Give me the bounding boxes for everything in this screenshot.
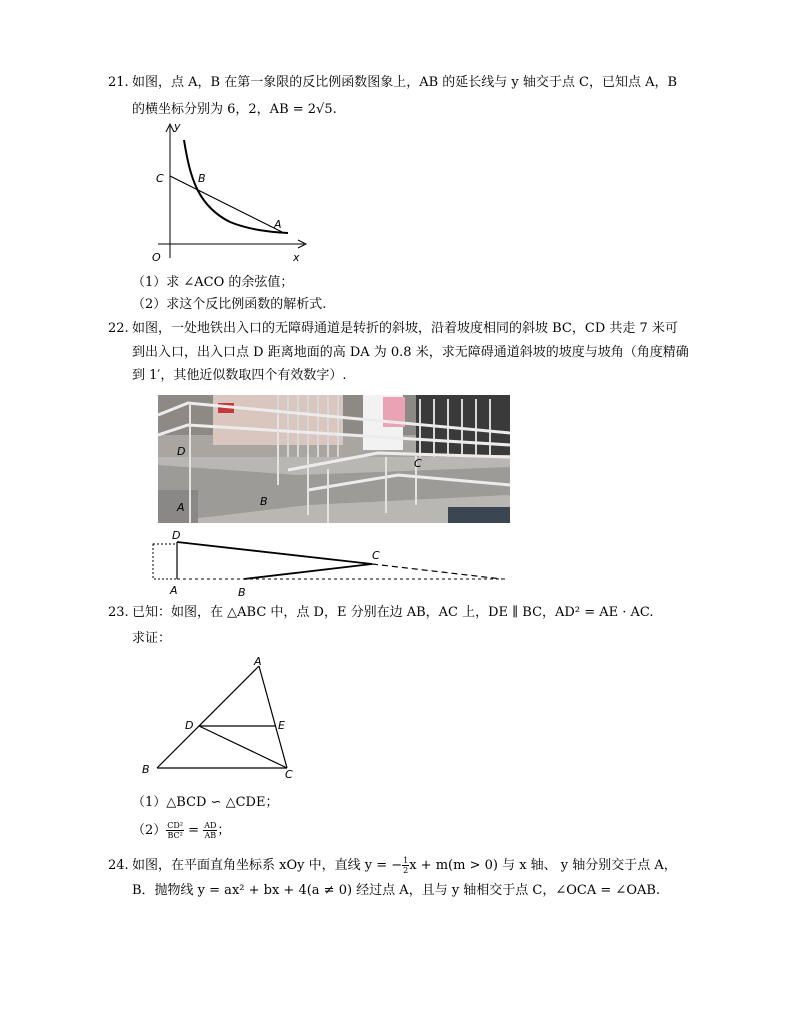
q24-line1-part-b: x + m(m > 0) 与 x 轴、 y 轴分别交于点 A，: [409, 858, 677, 873]
q23-number: 23.: [108, 605, 129, 620]
q23-sub2: [132, 820, 230, 842]
side-ab: [157, 666, 259, 768]
fraction-denominator: AB: [204, 831, 217, 840]
q23-text-line2: 求证：: [132, 631, 172, 646]
fraction-numerator: AD: [204, 821, 217, 830]
photo-label-d: D: [177, 445, 186, 458]
q22-number: 22.: [108, 321, 129, 336]
q21-sub1: （1）求 ∠ACO 的余弦值；: [132, 275, 294, 290]
q23-sub2-prefix: （2）: [132, 823, 167, 838]
q24-text-line2: B．抛物线 y = ax² + bx + 4(a ≠ 0) 经过点 A，且与 y 轴相交于点 C，∠OCA = ∠OAB.: [132, 883, 661, 898]
side-ac: [259, 666, 287, 768]
q21-number: 21.: [108, 75, 129, 90]
diagram-label-d: D: [172, 529, 181, 542]
fraction-numerator: CD²: [167, 821, 184, 830]
diagram-label-c: C: [372, 549, 380, 562]
hyperbola-curve: [184, 140, 288, 233]
q21-sub2: （2）求这个反比例函数的解析式.: [132, 297, 327, 312]
diagram-label-b: B: [238, 586, 246, 598]
q22-ramp-diagram: [140, 528, 520, 598]
label-b: B: [198, 172, 206, 185]
segment-dc: [177, 542, 372, 564]
tri-label-a: A: [254, 655, 262, 668]
q23-triangle-figure: [135, 652, 305, 782]
q22-text-line3: 到 1′，其他近似数取四个有效数字）.: [132, 368, 347, 383]
tri-label-d: D: [185, 719, 194, 732]
q24-line1-part-a: 如图，在平面直角坐标系 xOy 中，直线 y = −: [132, 858, 403, 873]
q22-text-line1: 如图，一处地铁出入口的无障碍通道是转折的斜坡，沿着坡度相同的斜坡 BC，CD 共走 7 米可: [132, 321, 678, 336]
line-ca: [170, 176, 282, 232]
label-x: x: [293, 251, 300, 264]
photo-label-c: C: [414, 457, 422, 470]
segment-dc: [199, 726, 287, 768]
tri-label-b: B: [142, 763, 150, 776]
fraction-denominator: 2: [403, 866, 409, 875]
fraction-cd2-bc2: [166, 821, 184, 840]
fraction-denominator: BC²: [167, 831, 183, 840]
q23-text-line1: 已知：如图，在 △ABC 中，点 D，E 分别在边 AB，AC 上，DE ∥ BC，AD² = AE · AC.: [132, 605, 654, 620]
label-c: C: [156, 172, 164, 185]
q24-text-line1: [132, 854, 677, 878]
fraction-ad-ab: [203, 821, 217, 840]
extension-line: [372, 564, 502, 579]
label-o: O: [152, 251, 161, 264]
tri-label-e: E: [278, 719, 285, 732]
photo-label-b: B: [260, 495, 268, 508]
fraction-numerator: 1: [403, 856, 409, 865]
q24-number: 24.: [108, 858, 129, 873]
tri-label-c: C: [285, 768, 293, 781]
q21-text-line2: 的横坐标分别为 6，2，AB = 2√5.: [132, 102, 337, 117]
q21-text-line1: 如图，点 A，B 在第一象限的反比例函数图象上，AB 的延长线与 y 轴交于点 C，已知点 A，B: [132, 75, 678, 90]
photo-label-a: A: [177, 501, 185, 514]
q21-figure: [140, 118, 320, 268]
q23-sub2-suffix: ；: [217, 823, 231, 838]
label-y: y: [174, 120, 181, 133]
q22-text-line2: 到出入口，出入口点 D 距离地面的高 DA 为 0.8 米，求无障碍通道斜坡的坡度与坡角（角度精确: [132, 345, 689, 360]
ramp-photo-drawing: [158, 395, 510, 523]
label-a: A: [274, 218, 282, 231]
diagram-label-a: A: [170, 584, 178, 597]
q23-sub1: （1）△BCD ∽ △CDE；: [132, 795, 279, 810]
entrance-box: [153, 544, 177, 579]
segment-bc: [244, 564, 372, 579]
equals-sign: =: [188, 823, 200, 838]
q22-ramp-photo: [158, 395, 510, 523]
